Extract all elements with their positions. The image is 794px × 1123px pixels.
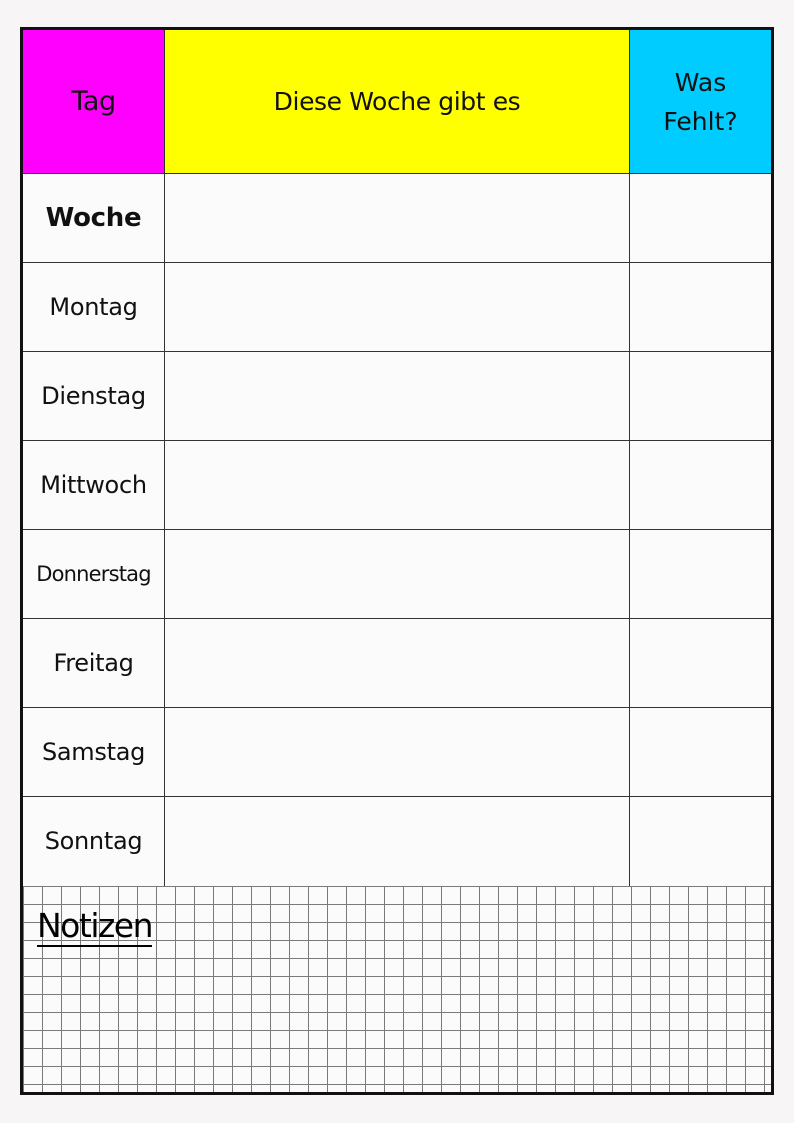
notes-title: Notizen <box>37 906 153 945</box>
header-missing-label <box>663 63 737 141</box>
row-label-samstag: Samstag <box>41 738 146 766</box>
table-row <box>23 797 771 886</box>
saturday-missing-cell[interactable] <box>630 708 771 796</box>
week-content-cell[interactable] <box>165 174 629 262</box>
table-row <box>23 352 771 441</box>
sunday-content-cell[interactable] <box>165 797 629 885</box>
thursday-content-cell[interactable] <box>165 530 629 618</box>
table-row <box>23 174 771 263</box>
saturday-content-cell[interactable] <box>165 708 629 796</box>
friday-content-cell[interactable] <box>165 619 629 707</box>
sunday-missing-cell[interactable] <box>630 797 771 885</box>
table-row <box>23 619 771 708</box>
table-row <box>23 708 771 797</box>
row-label-sonntag: Sonntag <box>44 827 143 855</box>
table-row <box>23 530 771 619</box>
row-label-woche: Woche <box>45 203 142 233</box>
row-label-montag: Montag <box>49 293 138 321</box>
row-label-freitag: Freitag <box>53 649 134 677</box>
header-day-cell <box>23 30 164 173</box>
table-row <box>23 441 771 530</box>
monday-content-cell[interactable] <box>165 263 629 351</box>
thursday-missing-cell[interactable] <box>630 530 771 618</box>
header-missing-line2: Fehlt? <box>663 106 738 136</box>
row-label-donnerstag: Donnerstag <box>36 562 151 586</box>
friday-missing-cell[interactable] <box>630 619 771 707</box>
row-label-mittwoch: Mittwoch <box>40 471 147 499</box>
week-missing-cell[interactable] <box>630 174 771 262</box>
wednesday-missing-cell[interactable] <box>630 441 771 529</box>
tuesday-content-cell[interactable] <box>165 352 629 440</box>
header-missing-line1: Was <box>674 67 727 97</box>
table-row <box>23 263 771 352</box>
table-header <box>23 30 771 174</box>
weekly-planner-sheet <box>20 27 774 1095</box>
header-this-week-label: Diese Woche gibt es <box>273 87 521 116</box>
header-day-label: Tag <box>71 86 116 117</box>
wednesday-content-cell[interactable] <box>165 441 629 529</box>
row-label-dienstag: Dienstag <box>41 382 146 410</box>
notes-grid-area[interactable] <box>23 886 771 1092</box>
tuesday-missing-cell[interactable] <box>630 352 771 440</box>
monday-missing-cell[interactable] <box>630 263 771 351</box>
header-this-week-cell <box>165 30 629 173</box>
header-missing-cell <box>630 30 771 173</box>
